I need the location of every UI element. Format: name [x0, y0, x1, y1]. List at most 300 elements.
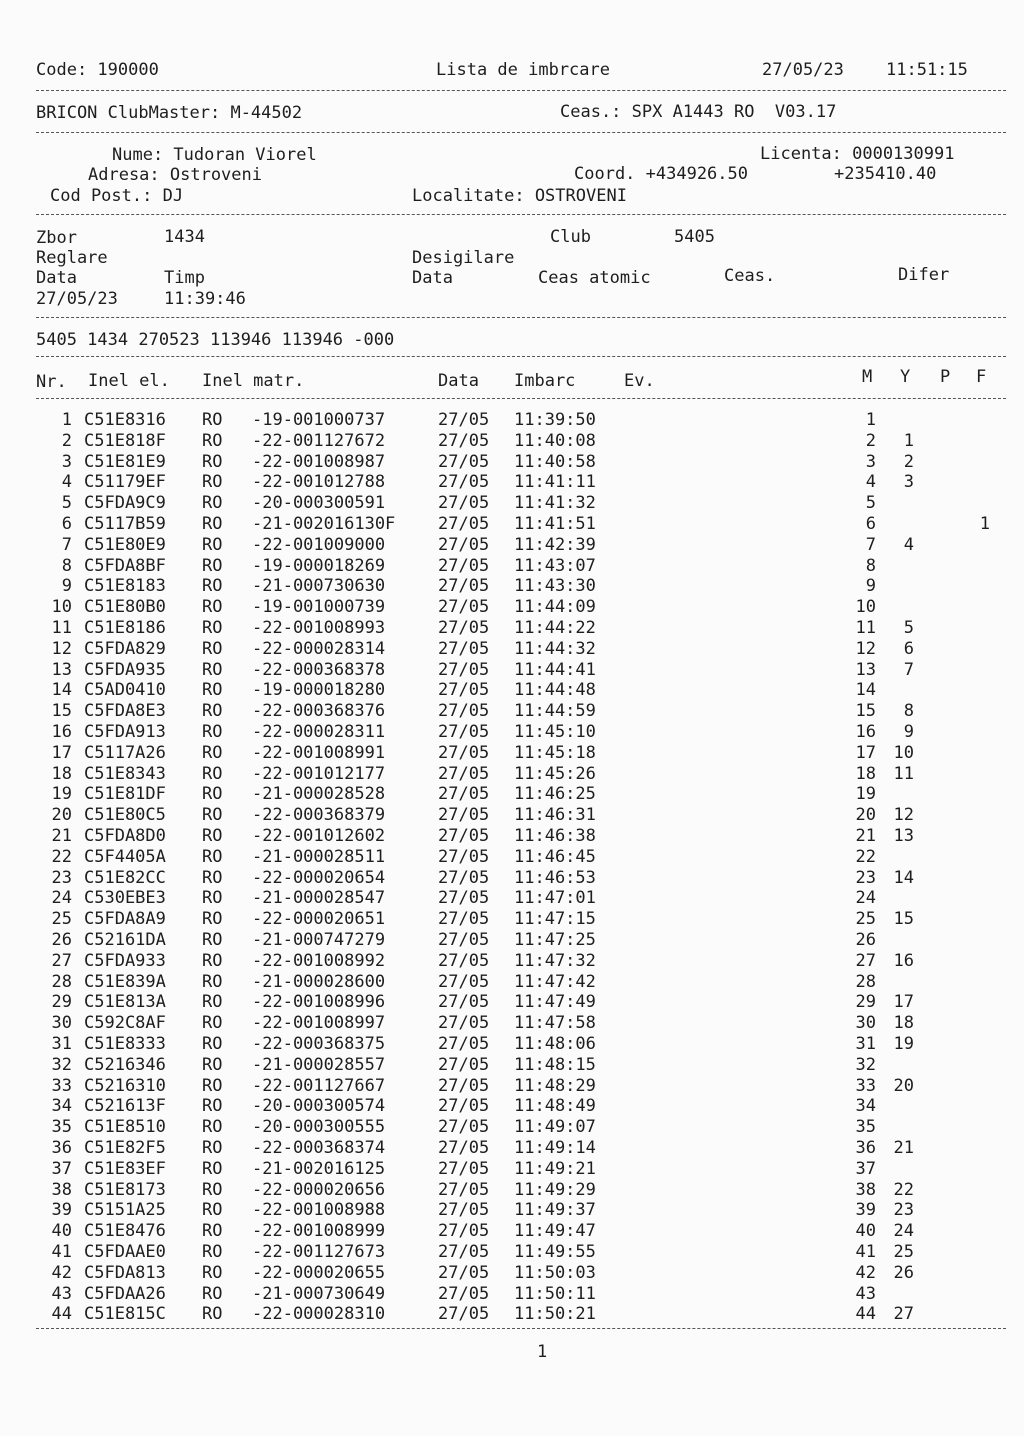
arrival-date: 27/05	[438, 826, 490, 846]
ring-registration: -22-000028311	[252, 722, 386, 742]
m-rank: 8	[865, 555, 876, 576]
row-number: 33	[51, 1075, 72, 1096]
electronic-ring: C5AD0410	[84, 680, 166, 701]
m-rank: 29	[855, 992, 876, 1013]
flight-label: Zbor	[36, 228, 77, 248]
ring-registration: -21-002016125	[252, 1158, 386, 1179]
row-number: 2	[61, 430, 72, 451]
country-code: RO	[202, 1138, 223, 1158]
arrival-time: 11:41:51	[514, 514, 596, 534]
table-row	[0, 639, 1024, 660]
separator-line	[36, 356, 1006, 357]
f-rank: 1	[979, 514, 990, 534]
electronic-ring: C51E81DF	[84, 784, 166, 805]
table-row	[0, 972, 1024, 993]
row-number: 30	[51, 1013, 72, 1034]
electronic-ring: C5FDA829	[84, 638, 166, 659]
arrival-date: 27/05	[438, 493, 490, 514]
table-row	[0, 660, 1024, 681]
y-rank: 26	[893, 1262, 914, 1283]
m-rank: 30	[855, 1013, 876, 1034]
country-code: RO	[202, 971, 223, 992]
arrival-date: 27/05	[438, 846, 490, 867]
country-code: RO	[202, 1200, 223, 1221]
electronic-ring: C5FDAA26	[84, 1283, 166, 1304]
col-y: Y	[900, 367, 911, 387]
arrival-time: 11:44:41	[514, 659, 596, 680]
table-row	[0, 556, 1024, 577]
arrival-time: 11:50:21	[514, 1304, 596, 1325]
arrival-time: 11:47:32	[514, 950, 596, 971]
table-row	[0, 847, 1024, 868]
m-rank: 3	[865, 451, 876, 472]
row-number: 26	[51, 930, 72, 950]
y-rank: 21	[893, 1138, 914, 1158]
row-number: 19	[51, 784, 72, 805]
y-rank: 3	[903, 472, 914, 493]
row-number: 7	[61, 534, 72, 555]
col-f: F	[976, 367, 987, 387]
row-number: 44	[51, 1304, 72, 1325]
arrival-time: 11:41:32	[514, 493, 596, 514]
y-rank: 6	[903, 638, 914, 659]
ring-registration: -21-000028557	[252, 1054, 386, 1075]
arrival-date: 27/05	[438, 1200, 490, 1221]
m-rank: 37	[855, 1158, 876, 1179]
table-row	[0, 597, 1024, 618]
m-rank: 15	[855, 701, 876, 722]
m-rank: 17	[855, 742, 876, 763]
code-label: Code: 190000	[36, 60, 159, 80]
m-rank: 35	[855, 1117, 876, 1138]
electronic-ring: C521613F	[84, 1096, 166, 1117]
m-rank: 22	[855, 846, 876, 867]
table-row	[0, 1076, 1024, 1097]
table-row	[0, 701, 1024, 722]
arrival-time: 11:47:42	[514, 971, 596, 992]
m-rank: 26	[855, 930, 876, 950]
electronic-ring: C5FDAAE0	[84, 1242, 166, 1262]
col-ev: Ev.	[624, 371, 655, 391]
table-row	[0, 410, 1024, 431]
y-rank: 10	[893, 742, 914, 763]
ring-registration: -22-001008992	[252, 950, 386, 971]
arrival-time: 11:47:15	[514, 909, 596, 930]
electronic-ring: C5FDA9C9	[84, 493, 166, 514]
row-number: 15	[51, 701, 72, 722]
table-row	[0, 868, 1024, 889]
country-code: RO	[202, 618, 223, 638]
table-row	[0, 888, 1024, 909]
country-code: RO	[202, 805, 223, 826]
m-rank: 10	[855, 597, 876, 618]
country-code: RO	[202, 930, 223, 950]
arrival-date: 27/05	[438, 1304, 490, 1325]
ring-registration: -22-001012788	[252, 472, 386, 493]
arrival-time: 11:43:30	[514, 576, 596, 597]
table-row	[0, 680, 1024, 701]
ring-registration: -22-001008987	[252, 451, 386, 472]
table-row	[0, 722, 1024, 743]
m-rank: 25	[855, 909, 876, 930]
electronic-ring: C5117A26	[84, 742, 166, 763]
electronic-ring: C51E80C5	[84, 805, 166, 826]
m-rank: 23	[855, 867, 876, 888]
arrival-time: 11:48:49	[514, 1096, 596, 1117]
row-number: 20	[51, 805, 72, 826]
separator-line	[36, 90, 1006, 91]
arrival-time: 11:49:29	[514, 1179, 596, 1200]
table-row	[0, 1055, 1024, 1076]
arrival-time: 11:49:37	[514, 1200, 596, 1221]
arrival-date: 27/05	[438, 784, 490, 805]
arrival-time: 11:47:25	[514, 930, 596, 950]
row-number: 11	[51, 618, 72, 638]
m-rank: 7	[865, 534, 876, 555]
ring-registration: -19-000018269	[252, 555, 386, 576]
country-code: RO	[202, 1117, 223, 1138]
row-number: 25	[51, 909, 72, 930]
m-rank: 21	[855, 826, 876, 846]
ring-registration: -22-001012177	[252, 763, 386, 784]
separator-line	[36, 398, 1006, 399]
col-p: P	[940, 367, 951, 387]
country-code: RO	[202, 430, 223, 451]
electronic-ring: C5F4405A	[84, 846, 166, 867]
country-code: RO	[202, 1013, 223, 1034]
ring-registration: -22-001012602	[252, 826, 386, 846]
country-code: RO	[202, 472, 223, 493]
electronic-ring: C51E8316	[84, 410, 166, 430]
ring-registration: -22-000028314	[252, 638, 386, 659]
table-row	[0, 743, 1024, 764]
y-rank: 27	[893, 1304, 914, 1325]
clock-id: Ceas.: SPX A1443 RO V03.17	[560, 102, 837, 122]
row-number: 24	[51, 888, 72, 909]
electronic-ring: C51E813A	[84, 992, 166, 1013]
row-number: 12	[51, 638, 72, 659]
y-rank: 24	[893, 1221, 914, 1242]
country-code: RO	[202, 1283, 223, 1304]
table-row	[0, 1013, 1024, 1034]
table-row	[0, 1180, 1024, 1201]
country-code: RO	[202, 514, 223, 534]
m-rank: 24	[855, 888, 876, 909]
electronic-ring: C5151A25	[84, 1200, 166, 1221]
country-code: RO	[202, 763, 223, 784]
row-number: 13	[51, 659, 72, 680]
electronic-ring: C592C8AF	[84, 1013, 166, 1034]
separator-line	[36, 317, 1006, 318]
ring-registration: -20-000300574	[252, 1096, 386, 1117]
y-rank: 22	[893, 1179, 914, 1200]
arrival-time: 11:47:58	[514, 1013, 596, 1034]
electronic-ring: C51E80B0	[84, 597, 166, 618]
ring-registration: -20-000300591	[252, 493, 386, 514]
electronic-ring: C5FDA8A9	[84, 909, 166, 930]
arrival-date: 27/05	[438, 555, 490, 576]
table-row	[0, 452, 1024, 473]
ring-registration: -22-000020655	[252, 1262, 386, 1283]
electronic-ring: C530EBE3	[84, 888, 166, 909]
arrival-time: 11:46:31	[514, 805, 596, 826]
arrival-date: 27/05	[438, 930, 490, 950]
electronic-ring: C51E818F	[84, 430, 166, 451]
country-code: RO	[202, 826, 223, 846]
ring-registration: -22-001127667	[252, 1075, 386, 1096]
arrival-date: 27/05	[438, 909, 490, 930]
owner-name: Nume: Tudoran Viorel	[112, 145, 317, 165]
m-rank: 38	[855, 1179, 876, 1200]
y-rank: 18	[893, 1013, 914, 1034]
arrival-time: 11:49:14	[514, 1138, 596, 1158]
ring-registration: -22-000368376	[252, 701, 386, 722]
arrival-date: 27/05	[438, 1221, 490, 1242]
row-number: 42	[51, 1262, 72, 1283]
flight-number: 1434	[164, 227, 205, 247]
arrival-time: 11:44:32	[514, 638, 596, 659]
arrival-time: 11:40:08	[514, 430, 596, 451]
country-code: RO	[202, 950, 223, 971]
arrival-time: 11:47:49	[514, 992, 596, 1013]
arrival-date: 27/05	[438, 410, 490, 430]
country-code: RO	[202, 410, 223, 430]
arrival-time: 11:47:01	[514, 888, 596, 909]
arrival-date: 27/05	[438, 597, 490, 618]
country-code: RO	[202, 909, 223, 930]
arrival-date: 27/05	[438, 638, 490, 659]
m-rank: 6	[865, 514, 876, 534]
arrival-time: 11:46:25	[514, 784, 596, 805]
arrival-time: 11:40:58	[514, 451, 596, 472]
col-data: Data	[438, 371, 479, 391]
ring-registration: -21-002016130F	[252, 514, 396, 534]
m-rank: 11	[855, 618, 876, 638]
y-rank: 2	[903, 451, 914, 472]
arrival-date: 27/05	[438, 451, 490, 472]
coordinates-lat: Coord. +434926.50	[574, 164, 748, 184]
arrival-time: 11:45:26	[514, 763, 596, 784]
m-rank: 36	[855, 1138, 876, 1158]
row-number: 10	[51, 597, 72, 618]
m-rank: 1	[865, 410, 876, 430]
row-number: 38	[51, 1179, 72, 1200]
table-row	[0, 1200, 1024, 1221]
separator-line	[36, 214, 1006, 215]
arrival-time: 11:49:55	[514, 1242, 596, 1262]
difference-label: Difer	[898, 265, 950, 285]
m-rank: 32	[855, 1054, 876, 1075]
arrival-date: 27/05	[438, 742, 490, 763]
table-row	[0, 1221, 1024, 1242]
ring-registration: -21-000028511	[252, 846, 386, 867]
country-code: RO	[202, 1096, 223, 1117]
arrival-date: 27/05	[438, 888, 490, 909]
ring-registration: -21-000730649	[252, 1283, 386, 1304]
print-date: 27/05/23	[762, 60, 844, 80]
row-number: 43	[51, 1283, 72, 1304]
row-number: 22	[51, 846, 72, 867]
arrival-date: 27/05	[438, 1179, 490, 1200]
postal-code: Cod Post.: DJ	[50, 186, 184, 206]
arrival-time: 11:44:59	[514, 701, 596, 722]
table-row	[0, 1159, 1024, 1180]
y-rank: 13	[893, 826, 914, 846]
ring-registration: -22-001008999	[252, 1221, 386, 1242]
m-rank: 13	[855, 659, 876, 680]
country-code: RO	[202, 659, 223, 680]
arrival-date: 27/05	[438, 950, 490, 971]
country-code: RO	[202, 451, 223, 472]
arrival-date: 27/05	[438, 514, 490, 534]
separator-line	[36, 132, 1006, 133]
arrival-time: 11:48:15	[514, 1054, 596, 1075]
country-code: RO	[202, 597, 223, 618]
summary-line: 5405 1434 270523 113946 113946 -000	[36, 330, 395, 350]
arrival-time: 11:49:21	[514, 1158, 596, 1179]
table-row	[0, 472, 1024, 493]
row-number: 41	[51, 1242, 72, 1262]
country-code: RO	[202, 576, 223, 597]
electronic-ring: C51E839A	[84, 971, 166, 992]
arrival-time: 11:49:07	[514, 1117, 596, 1138]
ring-registration: -21-000730630	[252, 576, 386, 597]
m-rank: 2	[865, 430, 876, 451]
col-inel-el: Inel el.	[88, 371, 170, 391]
electronic-ring: C51179EF	[84, 472, 166, 493]
desigilare-date-label: Data	[412, 268, 453, 288]
arrival-date: 27/05	[438, 1283, 490, 1304]
reglare-time: 11:39:46	[164, 289, 246, 309]
country-code: RO	[202, 680, 223, 701]
arrival-date: 27/05	[438, 534, 490, 555]
arrival-date: 27/05	[438, 576, 490, 597]
arrival-time: 11:44:48	[514, 680, 596, 701]
country-code: RO	[202, 1075, 223, 1096]
electronic-ring: C51E815C	[84, 1304, 166, 1325]
country-code: RO	[202, 992, 223, 1013]
y-rank: 12	[893, 805, 914, 826]
table-row	[0, 805, 1024, 826]
arrival-time: 11:46:53	[514, 867, 596, 888]
m-rank: 34	[855, 1096, 876, 1117]
owner-address: Adresa: Ostroveni	[88, 165, 262, 185]
country-code: RO	[202, 1158, 223, 1179]
clock-label: Ceas.	[724, 266, 776, 286]
ring-registration: -22-000020654	[252, 867, 386, 888]
row-number: 6	[61, 514, 72, 534]
table-row	[0, 826, 1024, 847]
ring-registration: -22-000028310	[252, 1304, 386, 1325]
m-rank: 4	[865, 472, 876, 493]
country-code: RO	[202, 867, 223, 888]
row-number: 37	[51, 1158, 72, 1179]
table-row	[0, 514, 1024, 535]
row-number: 18	[51, 763, 72, 784]
electronic-ring: C5FDA933	[84, 950, 166, 971]
arrival-date: 27/05	[438, 867, 490, 888]
y-rank: 14	[893, 867, 914, 888]
y-rank: 17	[893, 992, 914, 1013]
country-code: RO	[202, 1054, 223, 1075]
m-rank: 20	[855, 805, 876, 826]
ring-registration: -22-001008991	[252, 742, 386, 763]
table-row	[0, 1034, 1024, 1055]
ring-registration: -21-000747279	[252, 930, 386, 950]
row-number: 21	[51, 826, 72, 846]
arrival-time: 11:46:45	[514, 846, 596, 867]
country-code: RO	[202, 1262, 223, 1283]
arrival-time: 11:48:06	[514, 1034, 596, 1054]
country-code: RO	[202, 1242, 223, 1262]
col-inel-matr: Inel matr.	[202, 371, 305, 391]
row-number: 32	[51, 1054, 72, 1075]
country-code: RO	[202, 1034, 223, 1054]
table-row	[0, 909, 1024, 930]
ring-registration: -22-001008997	[252, 1013, 386, 1034]
arrival-date: 27/05	[438, 992, 490, 1013]
arrival-date: 27/05	[438, 1138, 490, 1158]
row-number: 29	[51, 992, 72, 1013]
y-rank: 4	[903, 534, 914, 555]
table-row	[0, 784, 1024, 805]
arrival-time: 11:44:09	[514, 597, 596, 618]
row-number: 27	[51, 950, 72, 971]
ring-registration: -22-001127672	[252, 430, 386, 451]
license-number: Licenta: 0000130991	[760, 144, 955, 164]
electronic-ring: C5FDA8E3	[84, 701, 166, 722]
separator-line	[36, 1328, 1006, 1329]
ring-registration: -19-001000739	[252, 597, 386, 618]
table-row	[0, 1284, 1024, 1305]
electronic-ring: C5216346	[84, 1054, 166, 1075]
row-number: 5	[61, 493, 72, 514]
arrival-time: 11:49:47	[514, 1221, 596, 1242]
col-imbarc: Imbarc	[514, 371, 576, 391]
country-code: RO	[202, 1221, 223, 1242]
m-rank: 28	[855, 971, 876, 992]
y-rank: 9	[903, 722, 914, 742]
electronic-ring: C5216310	[84, 1075, 166, 1096]
country-code: RO	[202, 534, 223, 555]
m-rank: 18	[855, 763, 876, 784]
y-rank: 25	[893, 1242, 914, 1262]
col-m: M	[862, 367, 873, 387]
y-rank: 5	[903, 618, 914, 638]
row-number: 35	[51, 1117, 72, 1138]
table-row	[0, 431, 1024, 452]
ring-registration: -21-000028547	[252, 888, 386, 909]
arrival-date: 27/05	[438, 618, 490, 638]
table-row	[0, 1096, 1024, 1117]
arrival-date: 27/05	[438, 722, 490, 742]
table-row	[0, 1304, 1024, 1325]
country-code: RO	[202, 493, 223, 514]
desigilare-label: Desigilare	[412, 248, 515, 268]
ring-registration: -19-000018280	[252, 680, 386, 701]
electronic-ring: C51E82F5	[84, 1138, 166, 1158]
m-rank: 14	[855, 680, 876, 701]
arrival-date: 27/05	[438, 659, 490, 680]
country-code: RO	[202, 846, 223, 867]
country-code: RO	[202, 701, 223, 722]
y-rank: 15	[893, 909, 914, 930]
electronic-ring: C51E80E9	[84, 534, 166, 555]
y-rank: 23	[893, 1200, 914, 1221]
electronic-ring: C51E8476	[84, 1221, 166, 1242]
electronic-ring: C5FDA8BF	[84, 555, 166, 576]
country-code: RO	[202, 722, 223, 742]
